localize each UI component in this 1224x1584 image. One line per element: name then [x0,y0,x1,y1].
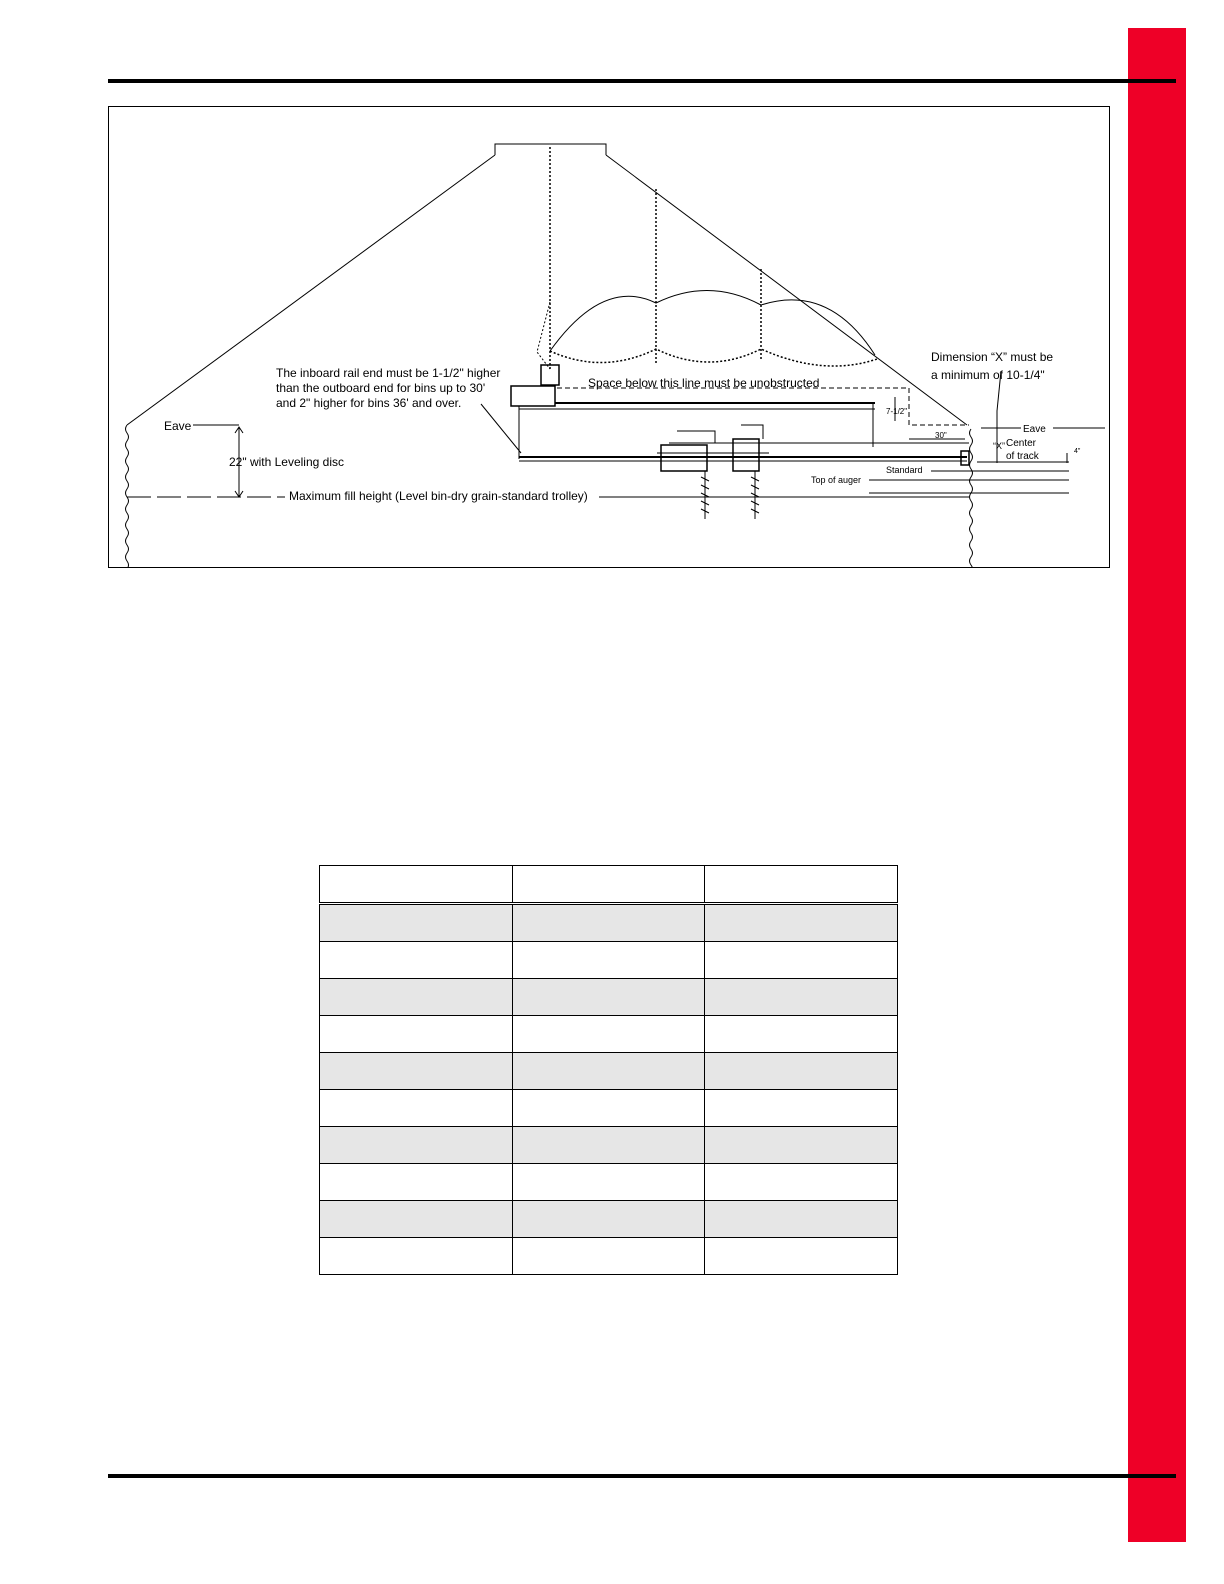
table-row [320,979,898,1016]
table-cell [705,1201,898,1238]
table-cell [512,1016,705,1053]
specification-table [319,865,898,1275]
table-cell [512,979,705,1016]
table-row [320,942,898,979]
table-cell [512,1053,705,1090]
chain-left-tie [537,302,550,369]
table-row [320,1090,898,1127]
header-rule [108,79,1176,83]
chain-drape-lower [550,349,877,366]
table-header-cell [705,866,898,904]
table-cell [320,1090,513,1127]
table-cell [320,1127,513,1164]
inboard-rail-block [511,386,555,406]
section-side-tab [1128,28,1186,1542]
table-cell [320,942,513,979]
table-cell [512,1090,705,1127]
auger-left [701,471,709,519]
table-cell [320,979,513,1016]
table-row [320,904,898,942]
table-cell [705,1238,898,1275]
dim-x-label: “X” [993,441,1005,451]
footer-rule [108,1474,1176,1478]
dim-30-label: 30" [935,431,947,440]
unobstructed-dashed-line [557,388,969,425]
chain-drape-upper [550,290,875,355]
eave-right-label: Eave [1023,424,1046,435]
table-header-cell [320,866,513,904]
table-cell [512,1127,705,1164]
table-cell [320,1053,513,1090]
table-row [320,1127,898,1164]
right-bin-wall [970,429,973,567]
roof-peak-cap [495,144,606,155]
table-cell [320,1238,513,1275]
table-row [320,1201,898,1238]
center-of-track-line-2: of track [1006,451,1039,462]
top-of-auger-label: Top of auger [811,475,862,485]
table-row [320,1053,898,1090]
table-row [320,1016,898,1053]
table-cell [705,1016,898,1053]
inboard-note-line-3: and 2" higher for bins 36' and over. [276,396,462,410]
table-row [320,1238,898,1275]
table-cell [705,1164,898,1201]
inboard-note-line-2: than the outboard end for bins up to 30' [276,381,486,395]
table-cell [512,904,705,942]
space-below-label: Space below this line must be unobstructed [588,376,820,390]
table-header-row [320,866,898,904]
dimension-x-note-line-1: Dimension “X” must be [931,350,1054,364]
table-row [320,1164,898,1201]
bin-cross-section-figure [108,106,1110,568]
table-cell [705,904,898,942]
table-cell [705,1090,898,1127]
dim-4-label: 4" [1074,448,1081,455]
trolley-unit-right [733,439,759,471]
auger-right [751,471,759,519]
table-cell [705,1053,898,1090]
table-cell [320,1016,513,1053]
standard-label: Standard [886,465,923,475]
inboard-leader [481,404,521,453]
table-cell [512,1201,705,1238]
max-fill-label: Maximum fill height (Level bin-dry grain-standard trolley) [289,489,588,503]
table-cell [320,1164,513,1201]
table-cell [512,1164,705,1201]
table-cell [320,1201,513,1238]
dim-7-5-label: 7-1/2" [886,407,908,416]
left-bin-wall [126,425,129,567]
dimension-x-note-line-2: a minimum of 10-1/4" [931,368,1045,382]
table-cell [705,942,898,979]
eave-left-label: Eave [164,419,192,433]
table-cell [320,904,513,942]
center-of-track-line-1: Center [1006,438,1037,449]
table-cell [512,1238,705,1275]
table-cell [705,1127,898,1164]
table-cell [512,942,705,979]
table-cell [705,979,898,1016]
bin-diagram [109,107,1109,567]
leveling-disc-label: 22" with Leveling disc [229,455,344,469]
table-header-cell [512,866,705,904]
inboard-note-line-1: The inboard rail end must be 1-1/2" higher [276,366,501,380]
